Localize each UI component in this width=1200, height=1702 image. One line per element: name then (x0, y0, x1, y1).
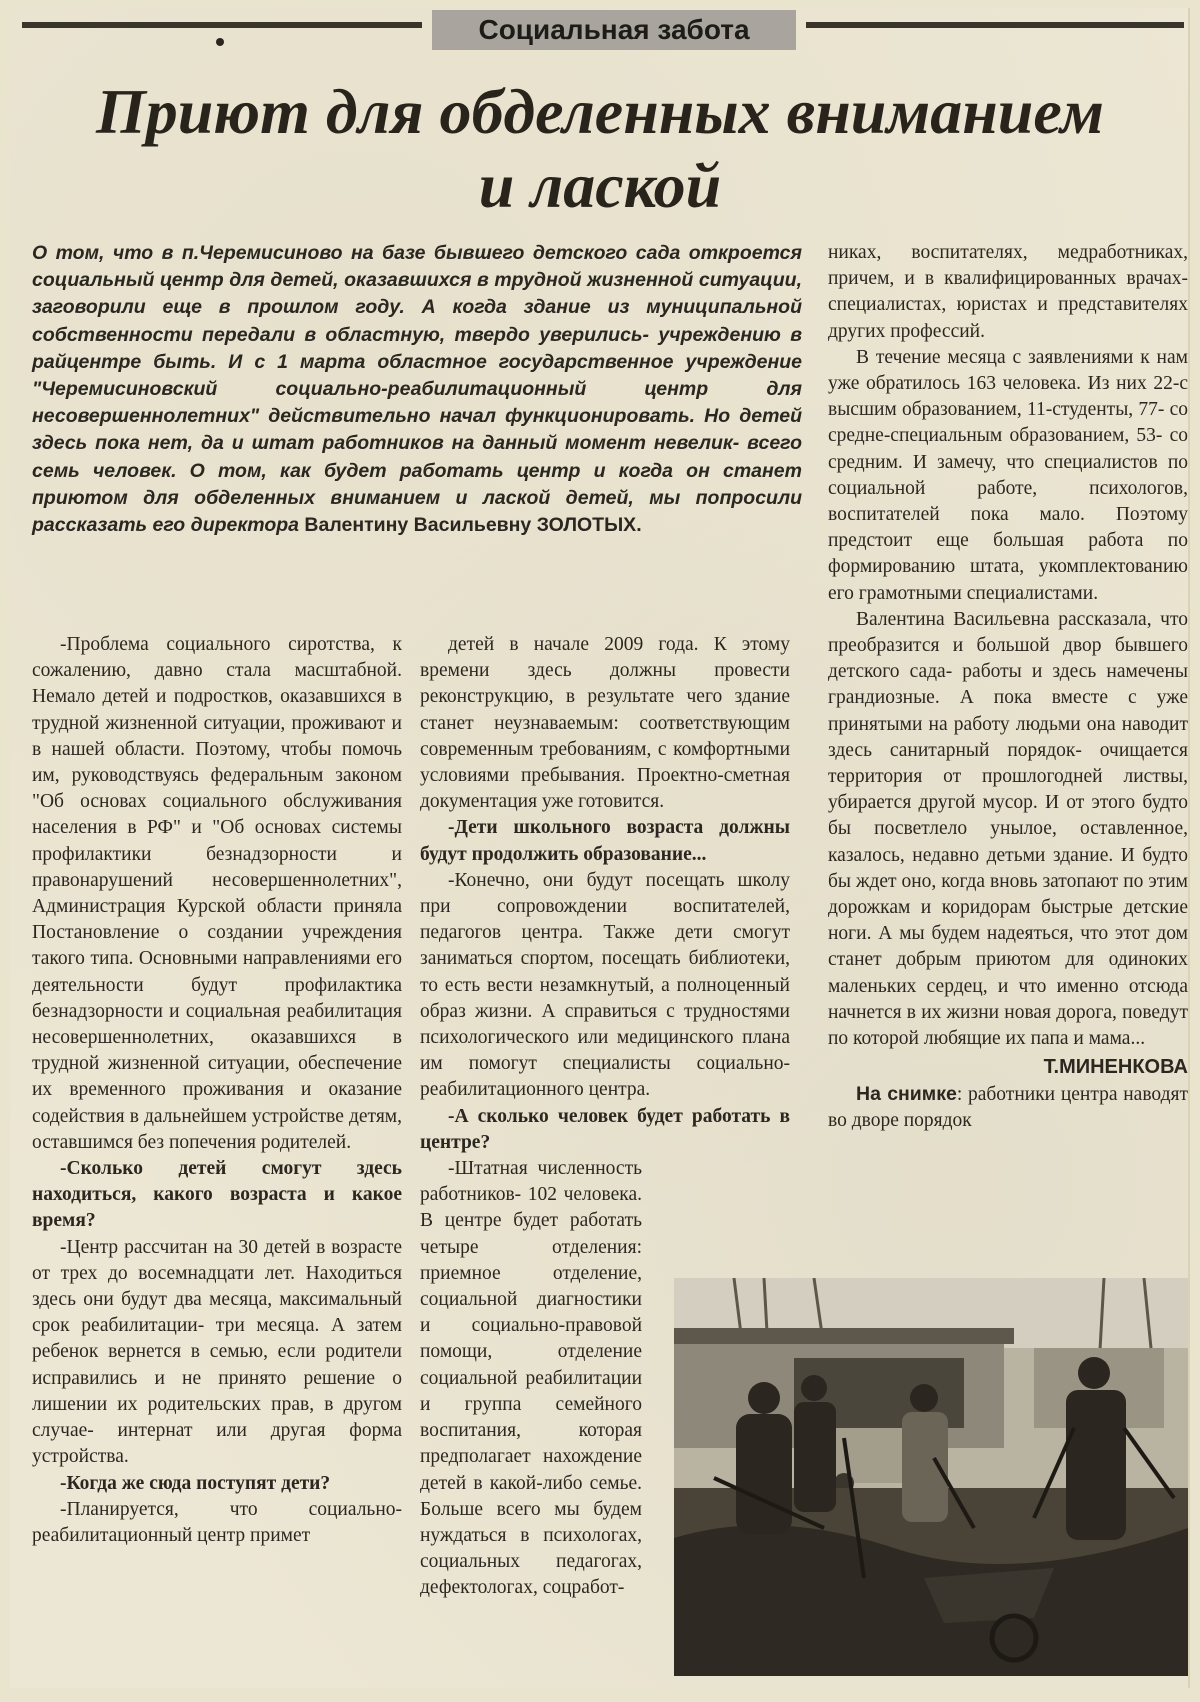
article-paragraph: -Конечно, они будут посещать школу при сопровождении воспитателей, педагогов центра. Также дети смогут заниматься спортом, посещать библиотеки, то есть вести незамкнутый, а полноценный образ жизни. А справиться с трудностями психологического или медицинского плана им помогут специалисты социально-реабилитационного центра. (420, 869, 790, 1101)
article-paragraph: -Центр рассчитан на 30 детей в возрасте от трех до восемнадцати лет. Находиться здесь они будут два месяца, максимальный срок реабилитации- три месяца. А затем ребенок вернется в семью, если родители исправились и не принято решение о лишении их родительских прав, в другом случае- интернат или другая форма устройства. (32, 1236, 402, 1468)
photo-caption (828, 1081, 1188, 1134)
newspaper-page (10, 8, 1190, 1688)
rubric-label: Социальная забота (432, 10, 796, 50)
headline-line-2: и лаской (478, 150, 722, 221)
article-paragraph: -Проблема социального сиротства, к сожалению, давно стала масштабной. Немало детей и подростков, оказавшихся в трудной жизненной ситуации, проживают и в нашей области. Поэтому, чтобы помочь им, руководствуясь федеральным законом "Об основах социального обслуживания населения в РФ" и "Об основах системы профилактики безнадзорности и правонарушений несовершеннолетних", Администрация Курской области приняла Постановление о создании учреждения такого типа. Основными направлениями его деятельности будут профилактика безнадзорности и социальная реабилитация несовершеннолетних, оказавшихся в трудной жизненной ситуации, обеспечение их временного проживания и оказание содействия в дальнейшем устройстве детям, оставшимся без попечения родителей. (32, 634, 402, 1153)
caption-text: : работники центра наводят во дворе порядок (828, 1083, 1188, 1131)
lead-paragraph (32, 240, 802, 539)
lead-author: Валентину Васильевну ЗОЛОТЫХ. (304, 514, 642, 537)
column-3-text (828, 240, 1188, 1052)
yard-cleanup-photo-illustration (674, 1278, 1188, 1676)
news-photo (674, 1278, 1188, 1676)
caption-label: На снимке (856, 1082, 957, 1105)
rubric-rule-left (22, 22, 422, 28)
interview-question: -А сколько человек будет работать в центре? (420, 1105, 790, 1153)
article-paragraph: никах, воспитателях, медработниках, причем, и в квалифицированных врачах-специалистах, юристах и представителях других профессий. (828, 242, 1188, 342)
column-1 (32, 632, 402, 1549)
column-2-lower (420, 1156, 642, 1601)
author-signature: Т.МИНЕНКОВА (1043, 1056, 1188, 1079)
article-paragraph: детей в начале 2009 года. К этому времени здесь должны провести реконструкцию, в результате чего здание станет неузнаваемым: соответствующим современным требованиям, с комфортными условиями пребывания. Проектно-сметная документация уже готовится. (420, 634, 790, 813)
interview-question: -Дети школьного возраста должны будут продолжить образование... (420, 817, 790, 865)
interview-question: -Сколько детей смогут здесь находиться, какого возраста и какое время? (32, 1158, 402, 1232)
headline-line-1: Приют для обделенных вниманием (96, 76, 1104, 147)
article-paragraph: -Планируется, что социально-реабилитационный центр примет (32, 1498, 402, 1546)
lead-text: О том, что в п.Черемисиново на базе бывшего детского сада откроется социальный центр для детей, оказавшихся в трудной жизненной ситуации, заговорили еще в прошлом году. А когда здание из муниципальной собственности передали в областную, твердо уверились- учреждению в райцентре быть. И с 1 марта областное государственное учреждение "Черемисиновский социально-реабилитационный центр для несовершеннолетних" действительно начал функционировать. Но детей здесь пока нет, да и штат работников на данный момент невелик- всего семь человек. О том, как будет работать центр и когда он станет приютом для обделенных вниманием и лаской детей, мы попросили рассказать его директора (32, 242, 802, 537)
article-paragraph: В течение месяца с заявлениями к нам уже обратилось 163 человека. Из них 22-с высшим образованием, 11-студенты, 77- со средне-специальным образованием, 53- со средним. И замечу, что специалистов по социальной работе, психологов, воспитателей пока мало. Поэтому предстоит еще большая работа по формированию штата, укомплектованию его грамотными специалистами. (828, 346, 1188, 604)
column-3 (828, 240, 1188, 1134)
print-dot (216, 38, 224, 46)
article-paragraph: Валентина Васильевна рассказала, что преобразится и большой двор бывшего детского сада- работы и здесь намечены грандиозные. А пока вместе с уже принятыми на работу людьми она наводит здесь санитарный порядок- очищается территория от прошлогодней листвы, убирается другой мусор. И от этого будто бы посветлело унылое, оставленное, казалось, недавно детьми здание. И будто бы ждет оно, когда вновь затопают по этим дорожкам и коридорам быстрые детские ноги. А мы будем надеяться, что этот дом станет добрым приютом для одиноких маленьких сердец, и что именно отсюда начнется в их жизни новая дорога, поведут по которой любящие их папа и мама... (828, 608, 1188, 1050)
interview-question: -Когда же сюда поступят дети? (60, 1472, 331, 1494)
column-2-upper (420, 632, 790, 1156)
rubric-rule-right (806, 22, 1184, 28)
article-paragraph: -Штатная численность работников- 102 человека. В центре будет работать четыре отделения: приемное отделение, социальной диагностики и социально-правовой помощи, отделение социальной реабилитации и группа семейного воспитания, которая предполагает нахождение детей в какой-либо семье. Больше всего мы будем нуждаться в психологах, социальных педагогах, дефектологах, соцработ- (420, 1158, 642, 1599)
